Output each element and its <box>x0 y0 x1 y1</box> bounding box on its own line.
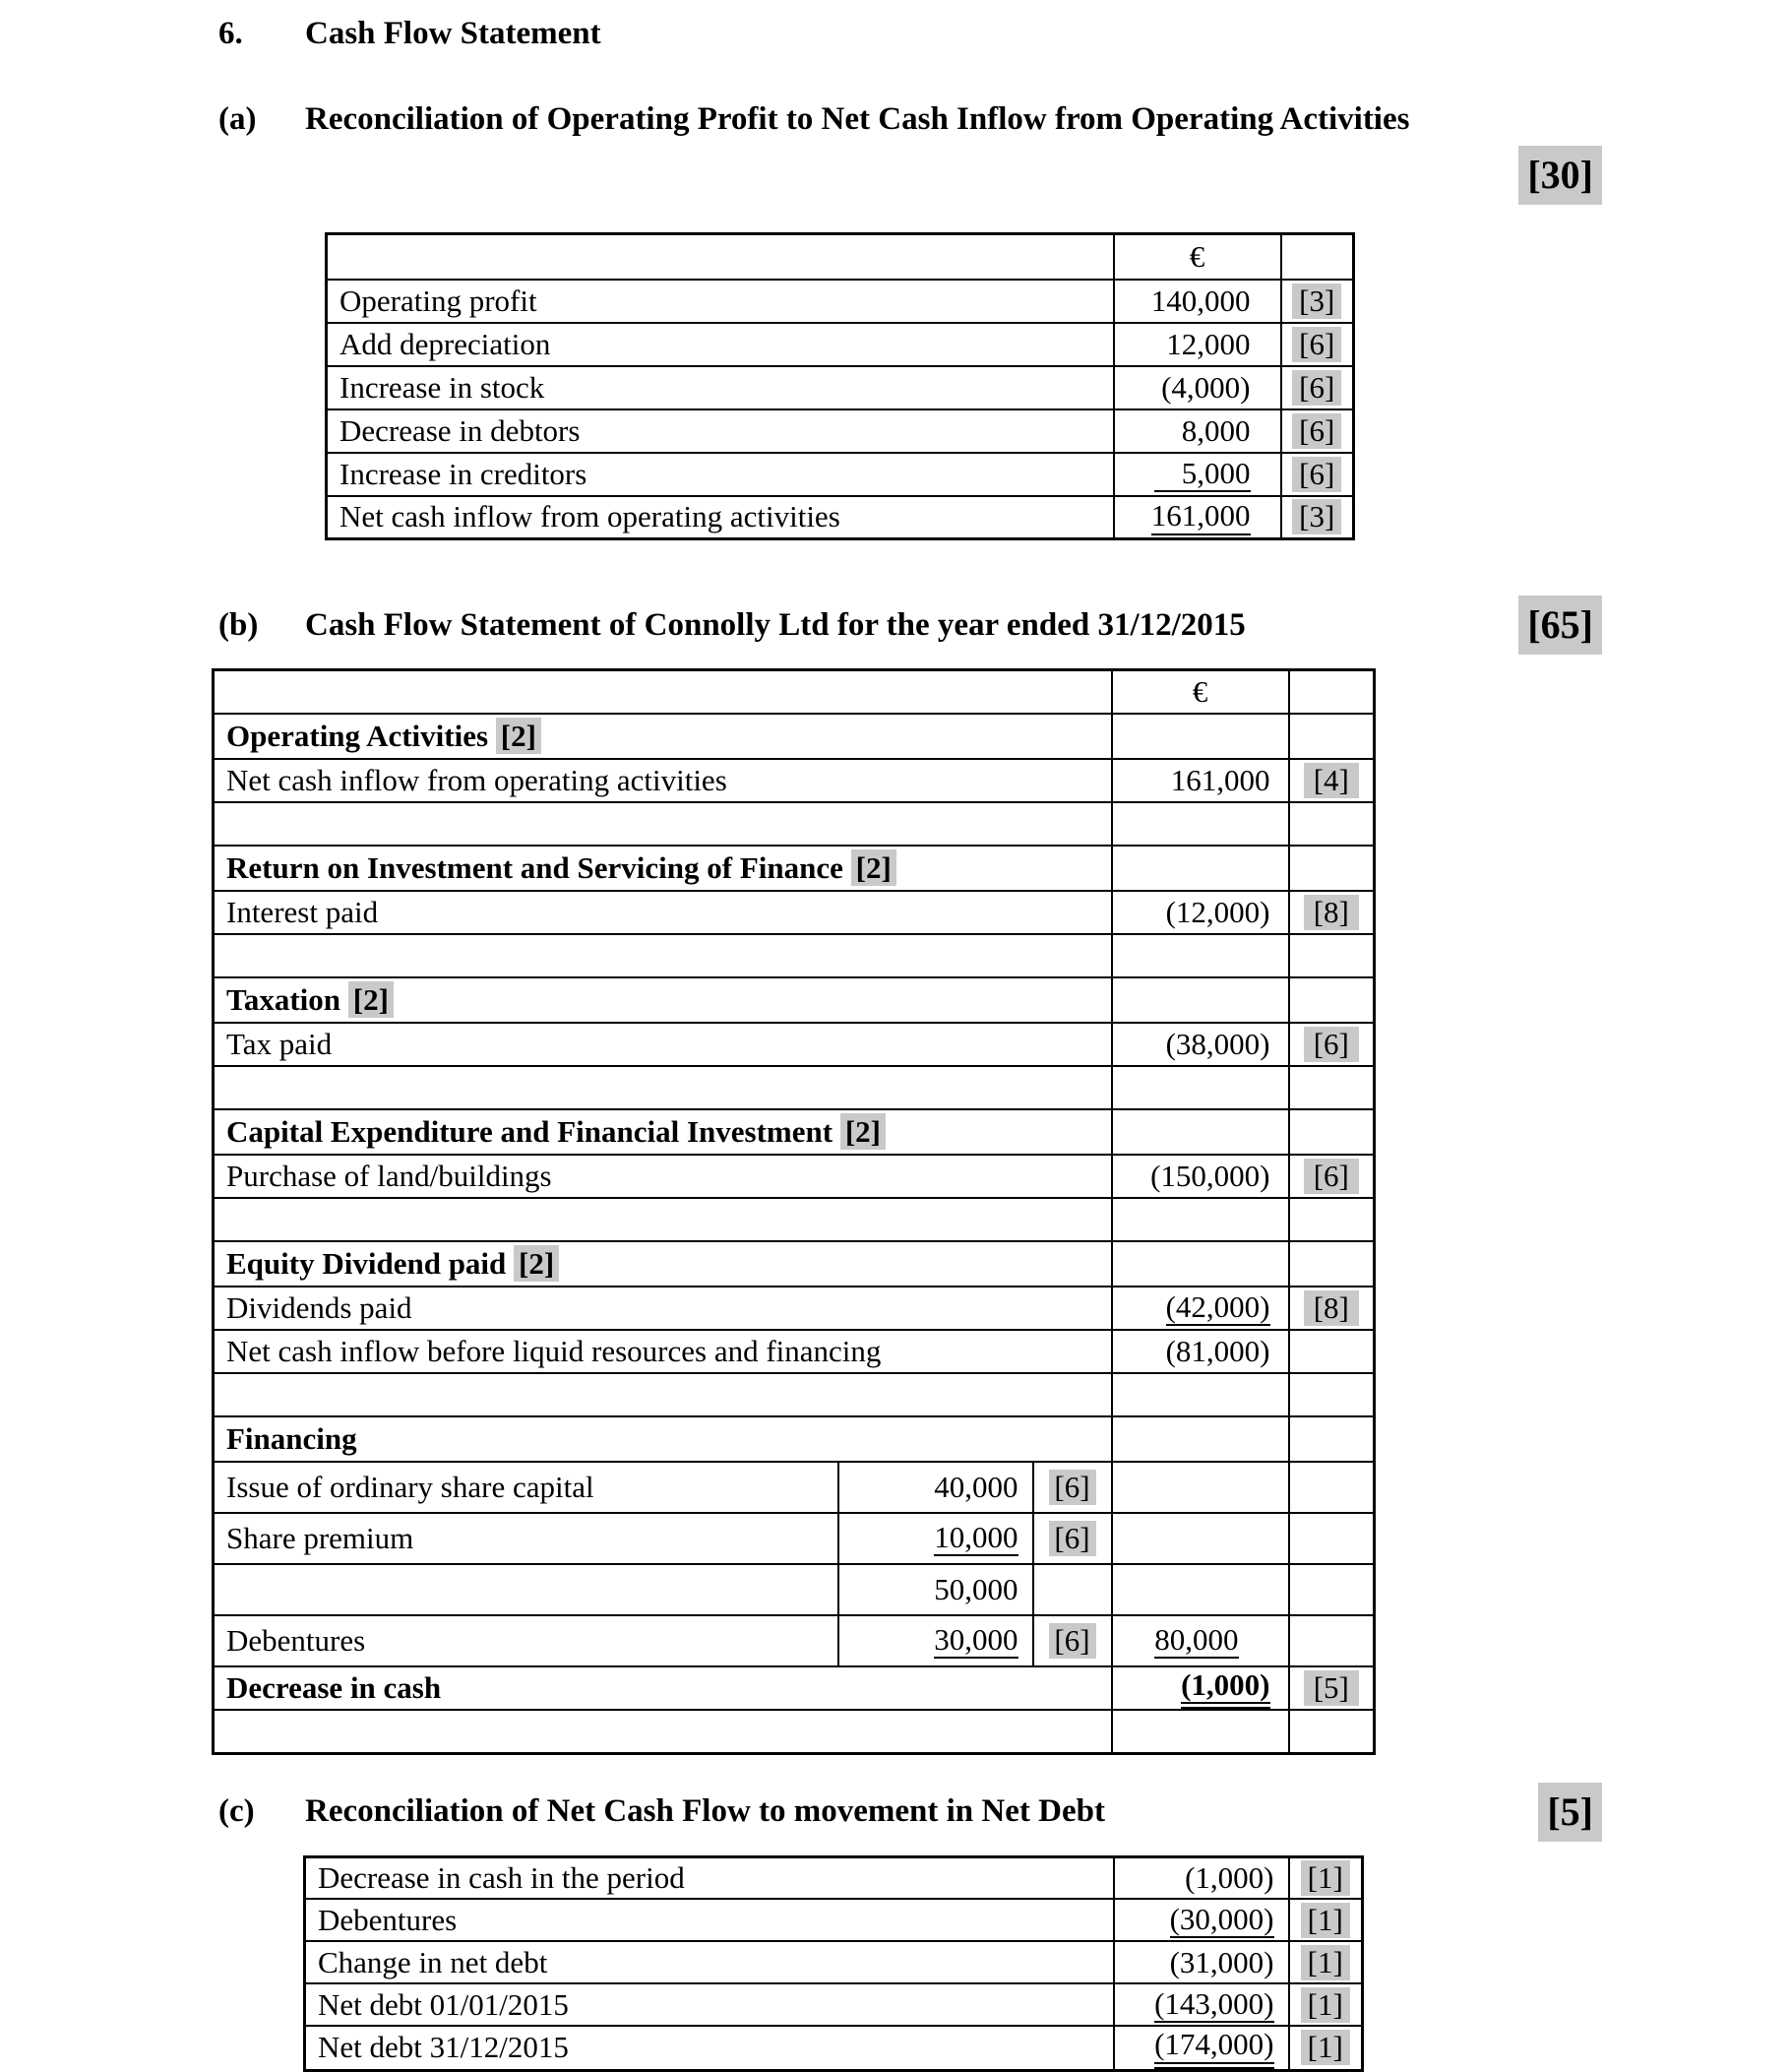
section-mark-badge: [2] <box>514 1245 559 1282</box>
row-value: (150,000) <box>1112 1155 1289 1198</box>
row-sub-value: 50,000 <box>838 1564 1033 1615</box>
blank-cell <box>1289 977 1375 1023</box>
blank-cell <box>214 934 1112 977</box>
mark-badge: [6] <box>1049 1521 1096 1556</box>
row-mark <box>1289 891 1375 934</box>
row-sub-value: 10,000 <box>838 1513 1033 1564</box>
blank-cell <box>214 1564 838 1615</box>
blank-cell <box>1289 670 1375 714</box>
blank-cell <box>1112 1564 1289 1615</box>
blank-cell <box>1112 1416 1289 1462</box>
mark-badge: [6] <box>1304 1027 1359 1062</box>
row-mark <box>1289 759 1375 802</box>
blank-cell <box>1112 1513 1289 1564</box>
blank-cell <box>214 1066 1112 1109</box>
spacer-row <box>214 1710 1375 1753</box>
blank-cell <box>1289 1066 1375 1109</box>
blank-cell <box>1289 1330 1375 1373</box>
row-mark <box>1281 496 1354 539</box>
row-mark <box>1281 453 1354 496</box>
row-label: Decrease in cash <box>214 1666 1112 1711</box>
mark-badge: [6] <box>1292 457 1341 492</box>
page-title-row <box>218 16 1602 52</box>
mark-badge: [3] <box>1292 499 1341 534</box>
mark-badge: [6] <box>1049 1470 1096 1505</box>
row-label: Purchase of land/buildings <box>214 1155 1112 1198</box>
row-mark <box>1281 323 1354 366</box>
currency-header: € <box>1114 234 1281 280</box>
row-label: Net cash inflow before liquid resources and financing <box>214 1330 1112 1373</box>
mark-badge: [5] <box>1304 1670 1359 1706</box>
section-header-row <box>214 846 1375 891</box>
blank-cell <box>1112 802 1289 846</box>
row-sub-value: 30,000 <box>838 1615 1033 1666</box>
table-row <box>214 759 1375 802</box>
table-reconciliation-operating-profit <box>325 232 1355 540</box>
row-label: Add depreciation <box>327 323 1114 366</box>
blank-cell <box>1112 977 1289 1023</box>
row-label: Share premium <box>214 1513 838 1564</box>
currency-header: € <box>1112 670 1289 714</box>
row-mark <box>1281 409 1354 453</box>
section-c-label: (c) <box>218 1793 255 1830</box>
row-mark <box>1289 1941 1363 1983</box>
blank-cell <box>1112 1241 1289 1287</box>
table-row <box>327 496 1354 539</box>
blank-cell <box>1289 1710 1375 1753</box>
blank-cell <box>1289 1513 1375 1564</box>
section-a-label: (a) <box>218 101 257 137</box>
blank-cell <box>1289 846 1375 891</box>
row-label: Tax paid <box>214 1023 1112 1066</box>
blank-cell <box>327 234 1114 280</box>
row-value: (1,000) <box>1114 1856 1289 1899</box>
row-mark <box>1289 1023 1375 1066</box>
row-mark <box>1289 1666 1375 1711</box>
spacer-row <box>214 1066 1375 1109</box>
row-label: Decrease in cash in the period <box>305 1856 1114 1899</box>
row-mark <box>1289 1287 1375 1330</box>
section-mark-badge: [2] <box>496 718 541 754</box>
table-row <box>214 1330 1375 1373</box>
row-label: Increase in stock <box>327 366 1114 409</box>
blank-cell <box>214 1373 1112 1416</box>
row-value: 5,000 <box>1114 453 1281 496</box>
table-row <box>305 1856 1363 1899</box>
blank-cell <box>1289 1109 1375 1155</box>
table-cash-flow-statement <box>212 668 1376 1755</box>
blank-cell <box>214 1198 1112 1241</box>
section-a-heading: Reconciliation of Operating Profit to Net Cash Inflow from Operating Activities <box>305 101 1410 137</box>
blank-cell <box>214 802 1112 846</box>
row-label: Net cash inflow from operating activities <box>327 496 1114 539</box>
section-title: Financing <box>214 1416 1112 1462</box>
row-sub-mark <box>1033 1513 1112 1564</box>
section-a-heading-row <box>218 101 1602 138</box>
table-row <box>214 670 1375 714</box>
section-b-heading-row <box>218 596 1602 655</box>
row-value: (4,000) <box>1114 366 1281 409</box>
mark-badge: [1] <box>1301 1987 1350 2023</box>
mark-badge: [6] <box>1292 327 1341 362</box>
section-a-marks-row <box>0 146 1602 205</box>
table-row <box>327 323 1354 366</box>
section-header-row <box>214 1416 1375 1462</box>
row-value: (1,000) <box>1112 1666 1289 1711</box>
row-mark <box>1289 1899 1363 1941</box>
section-header-row <box>214 1241 1375 1287</box>
row-value: (81,000) <box>1112 1330 1289 1373</box>
spacer-row <box>214 934 1375 977</box>
blank-cell <box>1289 1462 1375 1513</box>
row-value: 80,000 <box>1112 1615 1289 1666</box>
section-mark-badge: [2] <box>840 1113 886 1150</box>
mark-badge: [8] <box>1304 895 1359 930</box>
mark-badge: [1] <box>1301 1860 1350 1896</box>
row-label: Increase in creditors <box>327 453 1114 496</box>
row-value: 12,000 <box>1114 323 1281 366</box>
table-row <box>327 234 1354 280</box>
blank-cell <box>1289 1564 1375 1615</box>
blank-cell <box>214 1710 1112 1753</box>
row-value: (38,000) <box>1112 1023 1289 1066</box>
row-label: Net debt 31/12/2015 <box>305 2026 1114 2070</box>
row-label: Decrease in debtors <box>327 409 1114 453</box>
blank-cell <box>1281 234 1354 280</box>
mark-badge: [6] <box>1304 1159 1359 1194</box>
table-row <box>305 1899 1363 1941</box>
table-row <box>214 1666 1375 1711</box>
section-c-total-marks-badge: [5] <box>1538 1783 1602 1842</box>
section-a-total-marks-badge: [30] <box>1518 146 1602 205</box>
spacer-row <box>214 1373 1375 1416</box>
table-row <box>214 1023 1375 1066</box>
row-label: Debentures <box>214 1615 838 1666</box>
blank-cell <box>214 670 1112 714</box>
table-row <box>214 1287 1375 1330</box>
table-row <box>214 1564 1375 1615</box>
blank-cell <box>1112 1198 1289 1241</box>
mark-badge: [6] <box>1049 1623 1096 1659</box>
table-row <box>327 366 1354 409</box>
table-row <box>305 2026 1363 2070</box>
section-header-row <box>214 714 1375 759</box>
blank-cell <box>1112 934 1289 977</box>
spacer-row <box>214 802 1375 846</box>
row-value: (174,000) <box>1114 2026 1289 2070</box>
blank-cell <box>1289 802 1375 846</box>
blank-cell <box>1112 1373 1289 1416</box>
blank-cell <box>1289 714 1375 759</box>
mark-badge: [3] <box>1292 283 1341 319</box>
mark-badge: [1] <box>1301 1903 1350 1938</box>
row-sub-mark <box>1033 1462 1112 1513</box>
row-value: 161,000 <box>1114 496 1281 539</box>
row-label: Dividends paid <box>214 1287 1112 1330</box>
section-c-heading: Reconciliation of Net Cash Flow to movement in Net Debt <box>305 1793 1105 1830</box>
section-title: Operating Activities [2] <box>214 714 1112 759</box>
row-label: Net cash inflow from operating activities <box>214 759 1112 802</box>
section-c-heading-row <box>218 1783 1602 1842</box>
blank-cell <box>1289 1416 1375 1462</box>
spacer-row <box>214 1198 1375 1241</box>
table-row <box>327 453 1354 496</box>
mark-badge: [8] <box>1304 1290 1359 1326</box>
blank-cell <box>1289 1373 1375 1416</box>
mark-badge: [6] <box>1292 413 1341 449</box>
blank-cell <box>1112 1462 1289 1513</box>
row-mark <box>1289 2026 1363 2070</box>
table-row <box>327 280 1354 323</box>
row-value: 140,000 <box>1114 280 1281 323</box>
blank-cell <box>1033 1564 1112 1615</box>
table-row <box>214 1513 1375 1564</box>
blank-cell <box>1112 1066 1289 1109</box>
row-label: Operating profit <box>327 280 1114 323</box>
row-label: Net debt 01/01/2015 <box>305 1983 1114 2026</box>
table-row <box>214 1615 1375 1666</box>
section-mark-badge: [2] <box>851 849 896 886</box>
table-row <box>327 409 1354 453</box>
row-sub-value: 40,000 <box>838 1462 1033 1513</box>
blank-cell <box>1112 1109 1289 1155</box>
blank-cell <box>1112 714 1289 759</box>
mark-badge: [1] <box>1301 1945 1350 1980</box>
blank-cell <box>1289 934 1375 977</box>
table-row <box>214 891 1375 934</box>
table-row <box>305 1983 1363 2026</box>
row-value: (143,000) <box>1114 1983 1289 2026</box>
row-mark <box>1289 1856 1363 1899</box>
table-row <box>214 1155 1375 1198</box>
section-header-row <box>214 1109 1375 1155</box>
section-b-label: (b) <box>218 606 259 643</box>
row-mark <box>1281 366 1354 409</box>
mark-badge: [4] <box>1304 763 1359 798</box>
row-value: 161,000 <box>1112 759 1289 802</box>
blank-cell <box>1289 1198 1375 1241</box>
question-number: 6. <box>218 16 243 51</box>
row-value: 8,000 <box>1114 409 1281 453</box>
mark-badge: [1] <box>1301 2030 1350 2065</box>
row-value: (31,000) <box>1114 1941 1289 1983</box>
table-net-debt-reconciliation <box>303 1855 1364 2072</box>
section-b-heading: Cash Flow Statement of Connolly Ltd for the year ended 31/12/2015 <box>305 606 1246 643</box>
row-sub-mark <box>1033 1615 1112 1666</box>
table-row <box>305 1941 1363 1983</box>
mark-badge: [6] <box>1292 370 1341 406</box>
row-mark <box>1289 1983 1363 2026</box>
blank-cell <box>1112 1710 1289 1753</box>
page-title: Cash Flow Statement <box>305 16 601 51</box>
table-row <box>214 1462 1375 1513</box>
row-mark <box>1281 280 1354 323</box>
blank-cell <box>1112 846 1289 891</box>
row-label: Issue of ordinary share capital <box>214 1462 838 1513</box>
row-mark <box>1289 1155 1375 1198</box>
section-title: Return on Investment and Servicing of Finance [2] <box>214 846 1112 891</box>
row-label: Interest paid <box>214 891 1112 934</box>
blank-cell <box>1289 1241 1375 1287</box>
row-label: Change in net debt <box>305 1941 1114 1983</box>
section-mark-badge: [2] <box>348 981 394 1018</box>
section-title: Capital Expenditure and Financial Investment [2] <box>214 1109 1112 1155</box>
row-value: (30,000) <box>1114 1899 1289 1941</box>
blank-cell <box>1289 1615 1375 1666</box>
section-title: Equity Dividend paid [2] <box>214 1241 1112 1287</box>
section-b-total-marks-badge: [65] <box>1518 596 1602 655</box>
section-title: Taxation [2] <box>214 977 1112 1023</box>
row-value: (42,000) <box>1112 1287 1289 1330</box>
row-value: (12,000) <box>1112 891 1289 934</box>
row-label: Debentures <box>305 1899 1114 1941</box>
section-header-row <box>214 977 1375 1023</box>
